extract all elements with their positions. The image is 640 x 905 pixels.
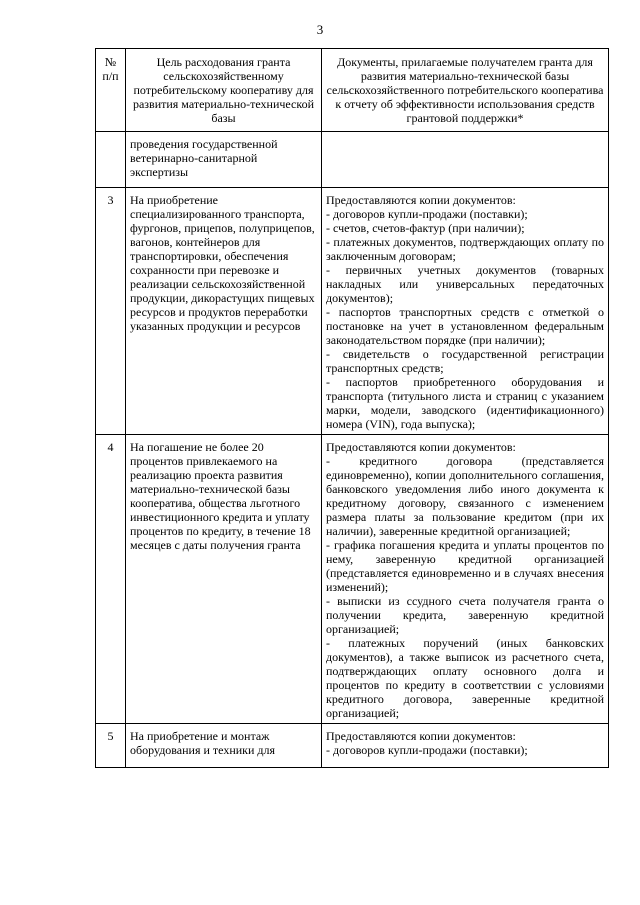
header-purpose: Цель расходования гранта сельскохозяйственному потребительскому кооперативу для развития материально-технической базы [126, 49, 322, 132]
grant-documents-table [95, 48, 609, 768]
table-row [96, 724, 609, 768]
row-purpose: На приобретение и монтаж оборудования и техники для [126, 724, 322, 768]
doc-line: - договоров купли-продажи (поставки); [326, 207, 528, 221]
row-num: 3 [96, 188, 126, 435]
doc-line: Предоставляются копии документов: [326, 729, 516, 743]
table-header-row [96, 49, 609, 132]
row-purpose: проведения государственной ветеринарно-санитарной экспертизы [126, 132, 322, 188]
header-docs: Документы, прилагаемые получателем гранта для развития материально-технической базы сельскохозяйственного потребительского кооператива к отчету об эффективности использования средств грантовой поддержки* [322, 49, 609, 132]
row-purpose: На приобретение специализированного транспорта, фургонов, прицепов, полуприцепов, вагонов, контейнеров для транспортировки, обеспечения сохранности при перевозке и реализации сельскохозяйственной продукции, дикорастущих пищевых ресурсов и продуктов переработки указанных продукции и ресурсов [126, 188, 322, 435]
page-number: 3 [316, 22, 324, 37]
doc-line: - платежных поручений (иных банковских документов), а также выписок из расчетного счета, подтверждающих оплату основного долга и процентов по кредиту в соответствии с условиями кредитного договора, заверенные кредитной организацией; [326, 636, 604, 720]
doc-line: - выписки из ссудного счета получателя гранта о получении кредита, заверенную кредитной организацией; [326, 594, 604, 636]
doc-line: - первичных учетных документов (товарных накладных или универсальных передаточных документов); [326, 263, 604, 305]
header-num: № п/п [96, 49, 126, 132]
doc-line: - свидетельств о государственной регистрации транспортных средств; [326, 347, 604, 375]
row-docs [322, 724, 609, 768]
doc-line: - паспортов приобретенного оборудования и транспорта (титульного листа и страниц с указанием марки, модели, заводского (идентификационного) номера (VIN), года выпуска); [326, 375, 604, 431]
doc-line: - договоров купли-продажи (поставки); [326, 743, 528, 757]
row-purpose: На погашение не более 20 процентов привлекаемого на реализацию проекта развития материально-технической базы кооператива, общества льготного инвестиционного кредита и уплату процентов по кредиту, в течение 18 месяцев с даты получения гранта [126, 435, 322, 724]
doc-line: - паспортов транспортных средств с отметкой о постановке на учет в установленном федеральным законодательством порядке (при наличии); [326, 305, 604, 347]
row-docs [322, 132, 609, 188]
doc-line: - счетов, счетов-фактур (при наличии); [326, 221, 525, 235]
row-num: 5 [96, 724, 126, 768]
doc-line: - кредитного договора (представляется единовременно), копии дополнительного соглашения, банковского уведомления либо иного документа к кредитному договору, связанного с изменением размера платы за пользование кредитом (при их наличии), заверенные кредитной организацией; [326, 454, 604, 538]
row-docs [322, 188, 609, 435]
row-docs [322, 435, 609, 724]
doc-line: - графика погашения кредита и уплаты процентов по нему, заверенную кредитной организацией (представляется единовременно и в случаях внесения изменений); [326, 538, 604, 594]
doc-line: Предоставляются копии документов: [326, 193, 516, 207]
doc-line: - платежных документов, подтверждающих оплату по заключенным договорам; [326, 235, 604, 263]
table-row [96, 188, 609, 435]
row-num: 4 [96, 435, 126, 724]
table-row [96, 435, 609, 724]
doc-line: Предоставляются копии документов: [326, 440, 516, 454]
row-num [96, 132, 126, 188]
table-row [96, 132, 609, 188]
